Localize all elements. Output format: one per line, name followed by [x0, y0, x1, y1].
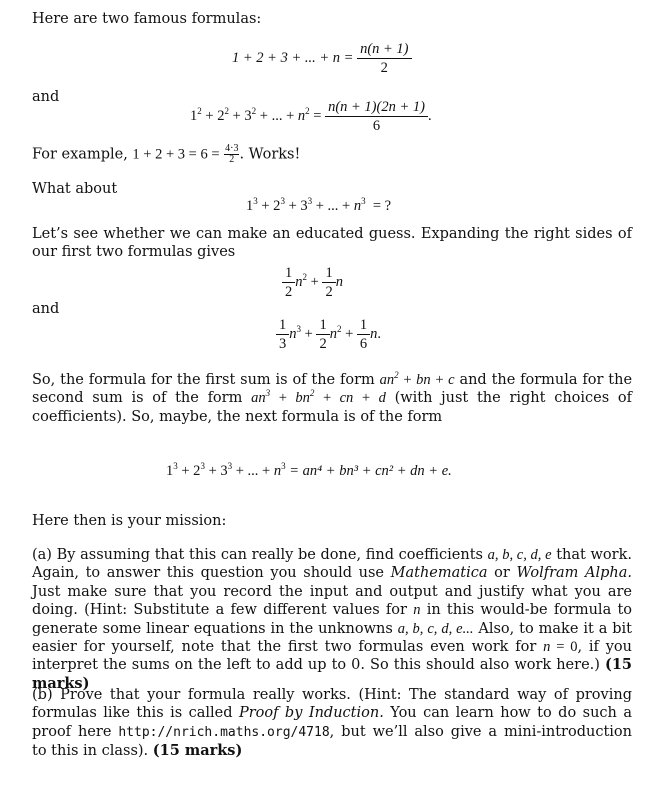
formula-sum-squares: $1^2 + 2^2 + 3^2$ + ... + $n^2$ = $\frac{n(n + 1)(2n + 1)}{6}$ . — [190, 99, 432, 134]
formula-sum-n-lhs: 1 + 2 + 3 + ... + n = — [232, 49, 354, 66]
form-paragraph: So, the formula for the first sum is of the form $an^2$ + bn + c and the formula for the second sum is of the form $an^3 + bn^2$ + cn + d (with just the right choices of coefficients). So, maybe, the next formula is of the form — [32, 370, 633, 425]
fraction-denominator: 6 — [372, 118, 381, 134]
part-a-marks: (15 marks) — [32, 656, 633, 692]
formula-sum-squares-fraction — [325, 98, 428, 135]
fraction-numerator: n(n + 1)(2n + 1) — [325, 98, 428, 117]
intro-text: Here are two famous formulas: — [32, 11, 262, 27]
example-line: For example, 1 + 2 + 3 = 6 = $\frac{4\cdot 3}{2}$ . Works! — [32, 143, 301, 165]
formula-sum-cubes-question: $1^3 + 2^3 + 3^3$ + ... + $n^3$ = ? — [246, 196, 392, 214]
formula-sum-cubes-guess: $1^3 + 2^3 + 3^3$ + ... + $n^3 = an^4 + bn^3 + cn^2$ + dn + e. — [166, 461, 452, 479]
nrich-link[interactable]: http://nrich.maths.org/4718 — [118, 724, 330, 740]
formula-sum-squares-lhs: $1^2 + 2^2 + 3^2$ + ... + $n^2$ = — [190, 105, 322, 124]
what-about-text: What about — [32, 181, 118, 197]
mission-text: Here then is your mission: — [32, 513, 227, 529]
fraction-numerator: n(n + 1) — [357, 40, 411, 59]
expansion-formula-2: $\frac{1}{3}$ $n^3$ + $\frac{1}{2}$ $n^2$ + $\frac{1}{6}$ n. — [276, 316, 381, 353]
fraction-denominator: 2 — [380, 60, 388, 76]
part-b-marks: (15 marks) — [152, 742, 243, 760]
formula-sum-n-fraction — [357, 40, 411, 77]
part-b-paragraph: (b) Prove that your formula really works. (Hint: The standard way of proving formulas like this is called Proof by Induction. You can learn how to do such a proof here http://nrich.maths.org/4718, but we’ll also give a mini-introduction to this in class). (15 marks) — [32, 687, 632, 760]
and-text-2: and — [32, 301, 60, 317]
formula-sum-n — [232, 40, 412, 77]
part-a-paragraph: (a) By assuming that this can really be done, find coefficients a, b, c, d, e that work. Again, to answer this question you should use Mathematica or Wolfram Alpha. Just make sure that you record the input and output and justify what you are doing. (Hint: Substitute a few different values for n in this would-be formula to generate some linear equations in the unknowns a, b, c, d, e... Also, to make it a bit easier for yourself, note that the first two formulas even work for n = 0, if you interpret the sums on the left to add up to 0. So this should also work here.) (15 marks) — [32, 547, 633, 692]
example-fraction: $\frac{4\cdot 3}{2}$ — [225, 143, 239, 165]
expansion-formula-1: $\frac{1}{2}$ $n^2$ + $\frac{1}{2}$ n — [282, 264, 343, 301]
and-text-1: and — [32, 89, 60, 105]
guess-paragraph: Let’s see whether we can make an educated guess. Expanding the right sides of our first two formulas gives — [32, 226, 632, 261]
